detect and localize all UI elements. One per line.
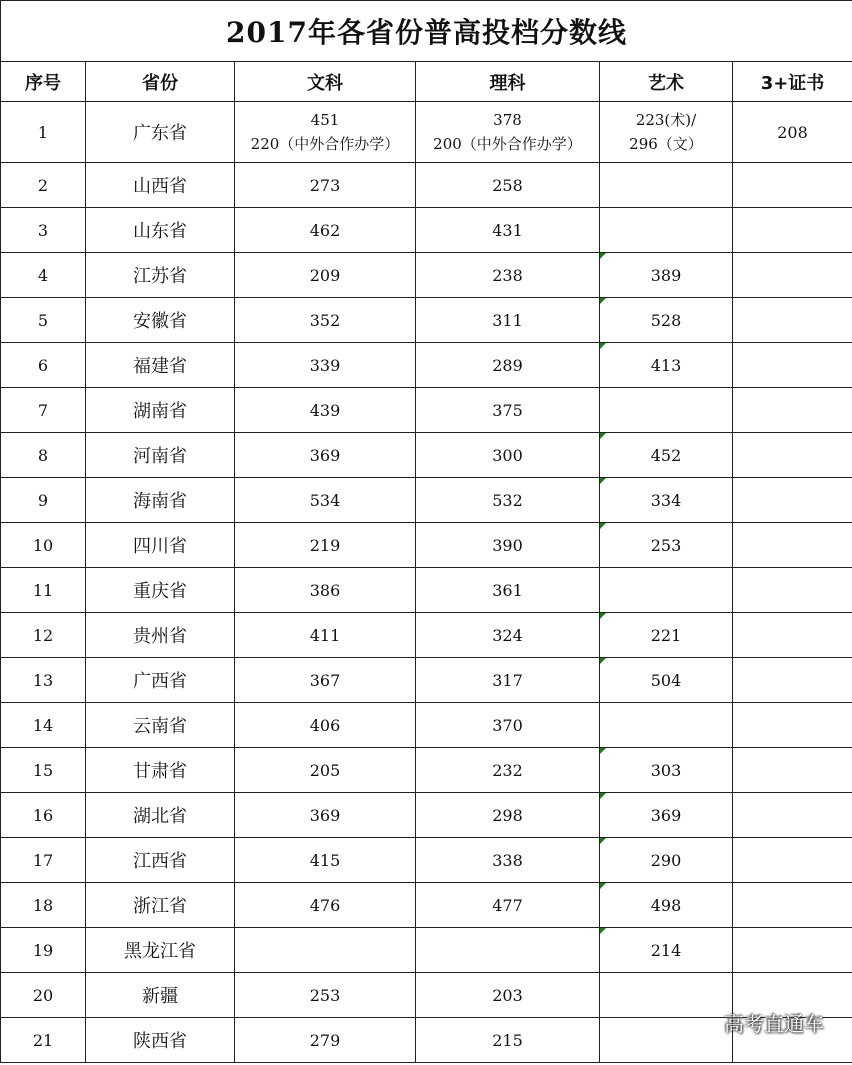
row-index: 1	[1, 102, 86, 163]
row-province: 甘肃省	[86, 748, 235, 793]
row-like: 311	[416, 298, 600, 343]
yishu-culture-score: 296（文）	[629, 135, 703, 153]
row-index: 13	[1, 658, 86, 703]
row-wenke	[235, 102, 416, 163]
table-row	[1, 388, 852, 433]
row-certificate	[733, 838, 852, 883]
row-like: 238	[416, 253, 600, 298]
row-certificate	[733, 793, 852, 838]
header-province: 省份	[86, 62, 235, 102]
row-yishu	[600, 163, 733, 208]
row-index: 20	[1, 973, 86, 1018]
row-wenke: 462	[235, 208, 416, 253]
row-province: 湖南省	[86, 388, 235, 433]
row-wenke: 219	[235, 523, 416, 568]
row-index: 9	[1, 478, 86, 523]
table-row	[1, 163, 852, 208]
row-certificate	[733, 883, 852, 928]
row-like: 289	[416, 343, 600, 388]
row-province: 浙江省	[86, 883, 235, 928]
table-row	[1, 433, 852, 478]
row-wenke: 352	[235, 298, 416, 343]
table-row	[1, 748, 852, 793]
table-row	[1, 102, 852, 163]
row-wenke: 369	[235, 793, 416, 838]
table-row	[1, 478, 852, 523]
table-row	[1, 838, 852, 883]
row-like: 338	[416, 838, 600, 883]
row-wenke: 279	[235, 1018, 416, 1063]
row-province: 安徽省	[86, 298, 235, 343]
row-wenke: 273	[235, 163, 416, 208]
row-yishu	[600, 1018, 733, 1063]
row-yishu: 253	[600, 523, 733, 568]
row-yishu: 214	[600, 928, 733, 973]
row-certificate	[733, 253, 852, 298]
row-province: 江苏省	[86, 253, 235, 298]
row-wenke: 476	[235, 883, 416, 928]
row-like	[416, 102, 600, 163]
row-yishu: 334	[600, 478, 733, 523]
row-yishu: 290	[600, 838, 733, 883]
row-province: 湖北省	[86, 793, 235, 838]
table-row	[1, 793, 852, 838]
wenke-coop-score: 220（中外合作办学）	[250, 135, 400, 153]
row-index: 4	[1, 253, 86, 298]
row-wenke	[235, 928, 416, 973]
row-index: 18	[1, 883, 86, 928]
row-like: 300	[416, 433, 600, 478]
row-yishu: 528	[600, 298, 733, 343]
row-certificate	[733, 523, 852, 568]
watermark: 高考直通车	[724, 1012, 824, 1036]
row-like: 390	[416, 523, 600, 568]
row-yishu: 413	[600, 343, 733, 388]
row-certificate	[733, 748, 852, 793]
row-province: 山东省	[86, 208, 235, 253]
row-like: 203	[416, 973, 600, 1018]
row-like: 317	[416, 658, 600, 703]
row-yishu	[600, 388, 733, 433]
row-like: 370	[416, 703, 600, 748]
row-province: 广西省	[86, 658, 235, 703]
row-province: 云南省	[86, 703, 235, 748]
row-province: 黑龙江省	[86, 928, 235, 973]
row-yishu	[600, 973, 733, 1018]
row-index: 7	[1, 388, 86, 433]
row-yishu	[600, 703, 733, 748]
row-index: 12	[1, 613, 86, 658]
like-main-score: 378	[493, 111, 522, 129]
row-certificate	[733, 478, 852, 523]
row-province: 福建省	[86, 343, 235, 388]
row-index: 6	[1, 343, 86, 388]
row-wenke: 369	[235, 433, 416, 478]
table-row	[1, 343, 852, 388]
row-wenke: 253	[235, 973, 416, 1018]
row-yishu: 452	[600, 433, 733, 478]
row-certificate	[733, 658, 852, 703]
row-province: 重庆省	[86, 568, 235, 613]
row-like: 375	[416, 388, 600, 433]
row-index: 21	[1, 1018, 86, 1063]
header-index: 序号	[1, 62, 86, 102]
row-like: 232	[416, 748, 600, 793]
yishu-art-score: 223(术)/	[635, 111, 697, 129]
row-province: 江西省	[86, 838, 235, 883]
table-title: 2017年各省份普高投档分数线	[1, 1, 852, 62]
row-yishu: 504	[600, 658, 733, 703]
table-row	[1, 298, 852, 343]
row-like: 324	[416, 613, 600, 658]
row-like: 532	[416, 478, 600, 523]
row-yishu: 498	[600, 883, 733, 928]
table-row	[1, 928, 852, 973]
row-index: 2	[1, 163, 86, 208]
row-index: 14	[1, 703, 86, 748]
table-row	[1, 523, 852, 568]
table-row	[1, 883, 852, 928]
row-certificate	[733, 613, 852, 658]
table-row	[1, 703, 852, 748]
row-wenke: 411	[235, 613, 416, 658]
header-wenke: 文科	[235, 62, 416, 102]
row-province: 陕西省	[86, 1018, 235, 1063]
row-certificate	[733, 343, 852, 388]
table-row	[1, 613, 852, 658]
row-like: 298	[416, 793, 600, 838]
row-certificate	[733, 208, 852, 253]
row-certificate	[733, 928, 852, 973]
row-province: 广东省	[86, 102, 235, 163]
row-like	[416, 928, 600, 973]
row-index: 8	[1, 433, 86, 478]
row-province: 山西省	[86, 163, 235, 208]
row-certificate	[733, 703, 852, 748]
row-certificate	[733, 388, 852, 433]
header-certificate: 3+证书	[733, 62, 852, 102]
row-wenke: 205	[235, 748, 416, 793]
wenke-main-score: 451	[310, 111, 340, 129]
row-certificate: 208	[733, 102, 852, 163]
row-yishu: 221	[600, 613, 733, 658]
header-like: 理科	[416, 62, 600, 102]
row-province: 四川省	[86, 523, 235, 568]
row-index: 3	[1, 208, 86, 253]
row-yishu	[600, 568, 733, 613]
row-province: 河南省	[86, 433, 235, 478]
row-index: 16	[1, 793, 86, 838]
row-yishu: 369	[600, 793, 733, 838]
row-wenke: 367	[235, 658, 416, 703]
table-row	[1, 658, 852, 703]
row-like: 431	[416, 208, 600, 253]
row-yishu: 389	[600, 253, 733, 298]
row-wenke: 534	[235, 478, 416, 523]
row-yishu	[600, 102, 733, 163]
row-like: 477	[416, 883, 600, 928]
row-wenke: 386	[235, 568, 416, 613]
row-province: 海南省	[86, 478, 235, 523]
row-wenke: 439	[235, 388, 416, 433]
row-province: 新疆	[86, 973, 235, 1018]
like-coop-score: 200（中外合作办学）	[433, 135, 582, 153]
row-index: 5	[1, 298, 86, 343]
row-wenke: 406	[235, 703, 416, 748]
table-row	[1, 568, 852, 613]
row-index: 19	[1, 928, 86, 973]
row-index: 17	[1, 838, 86, 883]
header-yishu: 艺术	[600, 62, 733, 102]
row-wenke: 415	[235, 838, 416, 883]
row-like: 258	[416, 163, 600, 208]
row-wenke: 339	[235, 343, 416, 388]
row-wenke: 209	[235, 253, 416, 298]
row-certificate	[733, 433, 852, 478]
row-like: 215	[416, 1018, 600, 1063]
row-yishu	[600, 208, 733, 253]
row-certificate	[733, 163, 852, 208]
row-province: 贵州省	[86, 613, 235, 658]
table-row	[1, 253, 852, 298]
row-certificate	[733, 298, 852, 343]
row-certificate	[733, 568, 852, 613]
row-index: 15	[1, 748, 86, 793]
row-yishu: 303	[600, 748, 733, 793]
header-row	[1, 62, 852, 102]
row-like: 361	[416, 568, 600, 613]
row-index: 11	[1, 568, 86, 613]
table-row	[1, 208, 852, 253]
row-index: 10	[1, 523, 86, 568]
